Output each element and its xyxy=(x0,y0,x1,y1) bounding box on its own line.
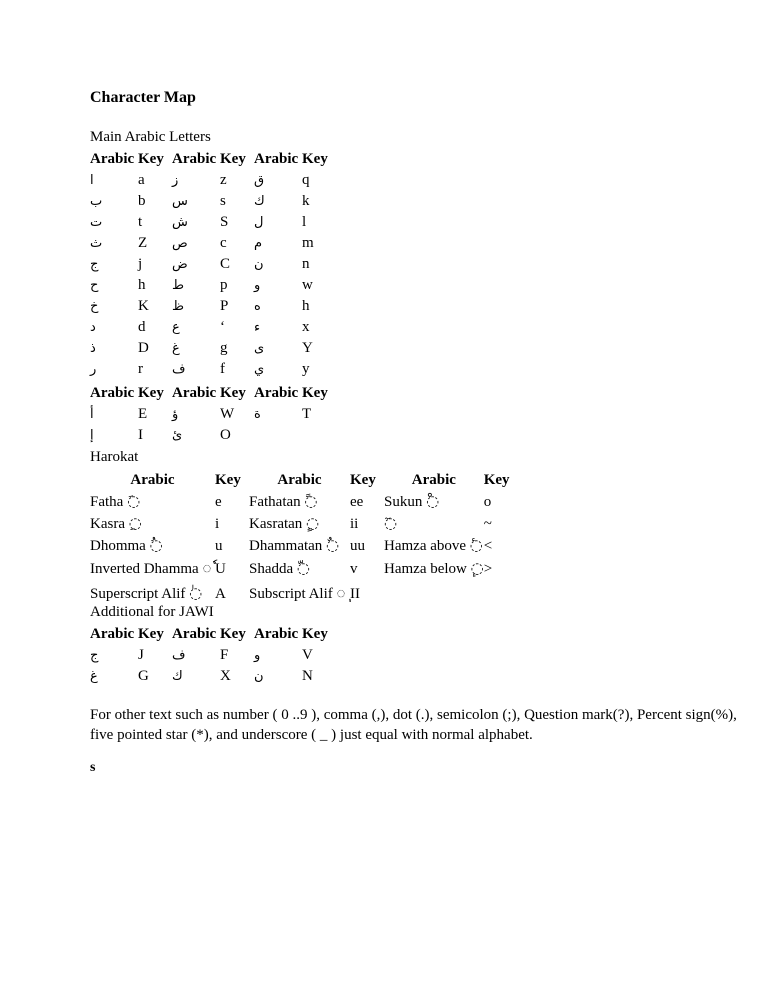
table-row xyxy=(90,254,336,275)
key-cell: K xyxy=(138,298,149,314)
key-cell: e xyxy=(215,494,222,510)
key-cell: P xyxy=(220,298,229,314)
arabic-cell: خ xyxy=(90,299,99,314)
col-key-header: Key xyxy=(138,151,164,167)
table-row xyxy=(90,170,336,191)
key-cell: F xyxy=(220,647,229,663)
key-cell: m xyxy=(302,235,314,251)
arabic-cell: ◌ٓ xyxy=(384,516,398,532)
col-arabic-header: Arabic xyxy=(254,626,299,642)
arabic-cell: ف xyxy=(172,648,186,663)
harokat-row xyxy=(90,557,524,582)
arabic-cell: ح xyxy=(90,278,99,293)
col-arabic-header: Arabic xyxy=(130,472,175,488)
col-key-header: Key xyxy=(220,626,246,642)
key-cell: D xyxy=(138,340,149,356)
key-cell: S xyxy=(220,214,229,230)
key-cell: V xyxy=(302,647,313,663)
arabic-cell: ء xyxy=(254,320,261,335)
table-row xyxy=(90,275,336,296)
col-key-header: Key xyxy=(350,472,376,488)
arabic-cell: ى xyxy=(254,341,265,356)
key-cell: f xyxy=(220,361,225,377)
arabic-cell: ك xyxy=(254,194,265,209)
key-cell: N xyxy=(302,668,313,684)
key-cell: h xyxy=(302,298,310,314)
arabic-cell: ت xyxy=(90,215,103,230)
col-key-header: Key xyxy=(220,151,246,167)
table-header-row xyxy=(90,624,336,645)
arabic-cell: ث xyxy=(90,236,103,251)
arabic-cell: Subscript Alif ◌ٖ xyxy=(249,586,346,602)
arabic-cell: ذ xyxy=(90,341,96,356)
key-cell: O xyxy=(220,427,231,443)
arabic-cell: ش xyxy=(172,215,188,230)
table-row xyxy=(90,317,336,338)
key-cell: X xyxy=(220,668,231,684)
key-cell: d xyxy=(138,319,146,335)
key-cell: ee xyxy=(350,494,364,510)
table-row xyxy=(90,425,336,446)
key-cell: c xyxy=(220,235,227,251)
arabic-cell: ع xyxy=(172,320,180,335)
arabic-cell xyxy=(384,582,484,607)
stray-character: s xyxy=(90,760,96,775)
key-cell: n xyxy=(302,256,310,272)
key-cell: U xyxy=(215,561,226,577)
arabic-cell: Inverted Dhamma ◌ٗ xyxy=(90,561,212,577)
key-cell: v xyxy=(350,561,358,577)
arabic-cell: م xyxy=(254,236,263,251)
col-arabic-header: Arabic xyxy=(254,385,299,401)
arabic-cell: ه xyxy=(254,299,261,314)
key-cell: ~ xyxy=(483,516,492,532)
table-row xyxy=(90,233,336,254)
arabic-cell: و xyxy=(254,278,261,293)
arabic-cell: د xyxy=(90,320,96,335)
arabic-cell: ل xyxy=(254,215,264,230)
arabic-cell: ئ xyxy=(172,428,183,443)
key-cell: T xyxy=(302,406,312,422)
key-cell: ii xyxy=(350,516,359,532)
page-title: Character Map xyxy=(90,89,196,106)
arabic-cell: ج xyxy=(90,648,99,663)
arabic-cell: Kasra ◌ِ xyxy=(90,516,142,532)
key-cell: G xyxy=(138,668,149,684)
arabic-cell: ن xyxy=(254,669,264,684)
harokat-table xyxy=(90,469,524,607)
arabic-cell: ق xyxy=(254,173,265,188)
col-key-header: Key xyxy=(302,151,328,167)
col-arabic-header: Arabic xyxy=(90,151,135,167)
arabic-cell: ص xyxy=(172,236,188,251)
jawi-section-heading: Additional for JAWI xyxy=(90,604,214,620)
arabic-cell: ج xyxy=(90,257,99,272)
col-key-header: Key xyxy=(215,472,241,488)
key-cell: J xyxy=(138,647,144,663)
arabic-cell: ا xyxy=(90,173,94,188)
col-key-header: Key xyxy=(138,626,164,642)
arabic-cell: ر xyxy=(90,362,97,377)
arabic-cell: إ xyxy=(90,428,94,443)
harokat-row xyxy=(90,491,524,513)
harokat-row xyxy=(90,513,524,535)
key-cell: r xyxy=(138,361,143,377)
arabic-cell: ط xyxy=(172,278,185,293)
arabic-cell: ؤ xyxy=(172,407,179,422)
arabic-cell: غ xyxy=(172,341,180,356)
arabic-cell: Shadda ◌ّ xyxy=(249,561,310,577)
arabic-cell: Sukun ◌ْ xyxy=(384,494,440,510)
key-cell xyxy=(484,582,524,607)
arabic-cell: ن xyxy=(254,257,264,272)
key-cell: W xyxy=(220,406,235,422)
key-cell: u xyxy=(215,538,223,554)
col-arabic-header: Arabic xyxy=(172,385,217,401)
arabic-cell: س xyxy=(172,194,188,209)
col-key-header: Key xyxy=(138,385,164,401)
main-letters-table xyxy=(90,149,336,380)
key-cell: Z xyxy=(138,235,148,251)
arabic-cell: Dhammatan ◌ٌ xyxy=(249,538,340,554)
key-cell: h xyxy=(138,277,146,293)
harokat-section-heading: Harokat xyxy=(90,449,139,465)
table-row xyxy=(90,296,336,317)
table-header-row xyxy=(90,383,336,404)
arabic-cell: ف xyxy=(172,362,186,377)
table-row xyxy=(90,191,336,212)
key-cell: a xyxy=(138,172,145,188)
arabic-cell: Superscript Alif ◌ٰ xyxy=(90,586,203,602)
arabic-cell: ز xyxy=(172,173,179,188)
key-cell xyxy=(302,425,336,446)
col-arabic-header: Arabic xyxy=(277,472,322,488)
arabic-cell: ي xyxy=(254,362,265,377)
table-header-row xyxy=(90,149,336,170)
key-cell: s xyxy=(220,193,226,209)
arabic-cell xyxy=(254,425,302,446)
key-cell: A xyxy=(215,586,226,602)
key-cell: q xyxy=(302,172,310,188)
col-arabic-header: Arabic xyxy=(411,472,456,488)
key-cell: x xyxy=(302,319,310,335)
col-key-header: Key xyxy=(220,385,246,401)
col-arabic-header: Arabic xyxy=(172,626,217,642)
arabic-cell: غ xyxy=(90,669,98,684)
key-cell: t xyxy=(138,214,143,230)
arabic-cell: Fatha ◌َ xyxy=(90,494,141,510)
key-cell: b xyxy=(138,193,146,209)
table-row xyxy=(90,338,336,359)
extra-letters-table xyxy=(90,383,336,446)
key-cell: l xyxy=(302,214,307,230)
col-arabic-header: Arabic xyxy=(90,626,135,642)
table-row xyxy=(90,212,336,233)
arabic-cell: ض xyxy=(172,257,188,272)
key-cell: Y xyxy=(302,340,313,356)
arabic-cell: Dhomma ◌ُ xyxy=(90,538,163,554)
key-cell: i xyxy=(215,516,220,532)
table-row xyxy=(90,359,336,380)
key-cell: < xyxy=(483,538,493,554)
arabic-cell: و xyxy=(254,648,261,663)
arabic-cell: ب xyxy=(90,194,103,209)
key-cell: g xyxy=(220,340,228,356)
col-key-header: Key xyxy=(302,626,328,642)
col-arabic-header: Arabic xyxy=(90,385,135,401)
main-section-heading: Main Arabic Letters xyxy=(90,129,211,145)
arabic-cell: Hamza above ◌ٔ xyxy=(384,538,483,554)
arabic-cell: Fathatan ◌ً xyxy=(249,494,318,510)
key-cell: C xyxy=(220,256,231,272)
arabic-cell: أ xyxy=(90,407,94,422)
key-cell: w xyxy=(302,277,313,293)
arabic-cell: Kasratan ◌ٍ xyxy=(249,516,320,532)
key-cell: p xyxy=(220,277,228,293)
key-cell: j xyxy=(138,256,143,272)
col-arabic-header: Arabic xyxy=(172,151,217,167)
arabic-cell: ظ xyxy=(172,299,185,314)
key-cell: > xyxy=(483,561,493,577)
key-cell: y xyxy=(302,361,310,377)
key-cell: o xyxy=(483,494,492,510)
note-paragraph: For other text such as number ( 0 ..9 ), comma (,), dot (.), semicolon (;), Question mark(?), Percent sign(%), five pointed star (*), and underscore ( _ ) just equal with normal alphabet. xyxy=(90,707,737,743)
table-row xyxy=(90,666,336,687)
col-key-header: Key xyxy=(483,472,510,488)
key-cell: II xyxy=(350,586,360,602)
key-cell: ‘ xyxy=(220,319,225,335)
arabic-cell: ك xyxy=(172,669,183,684)
arabic-cell: Hamza below ◌ٕ xyxy=(384,561,484,577)
table-row xyxy=(90,645,336,666)
table-header-row xyxy=(90,469,524,491)
col-key-header: Key xyxy=(302,385,328,401)
key-cell: uu xyxy=(350,538,365,554)
harokat-row xyxy=(90,535,524,557)
key-cell: z xyxy=(220,172,227,188)
key-cell: k xyxy=(302,193,310,209)
table-row xyxy=(90,404,336,425)
col-arabic-header: Arabic xyxy=(254,151,299,167)
arabic-cell: ة xyxy=(254,407,261,422)
key-cell: I xyxy=(138,427,143,443)
key-cell: E xyxy=(138,406,148,422)
jawi-letters-table xyxy=(90,624,336,687)
